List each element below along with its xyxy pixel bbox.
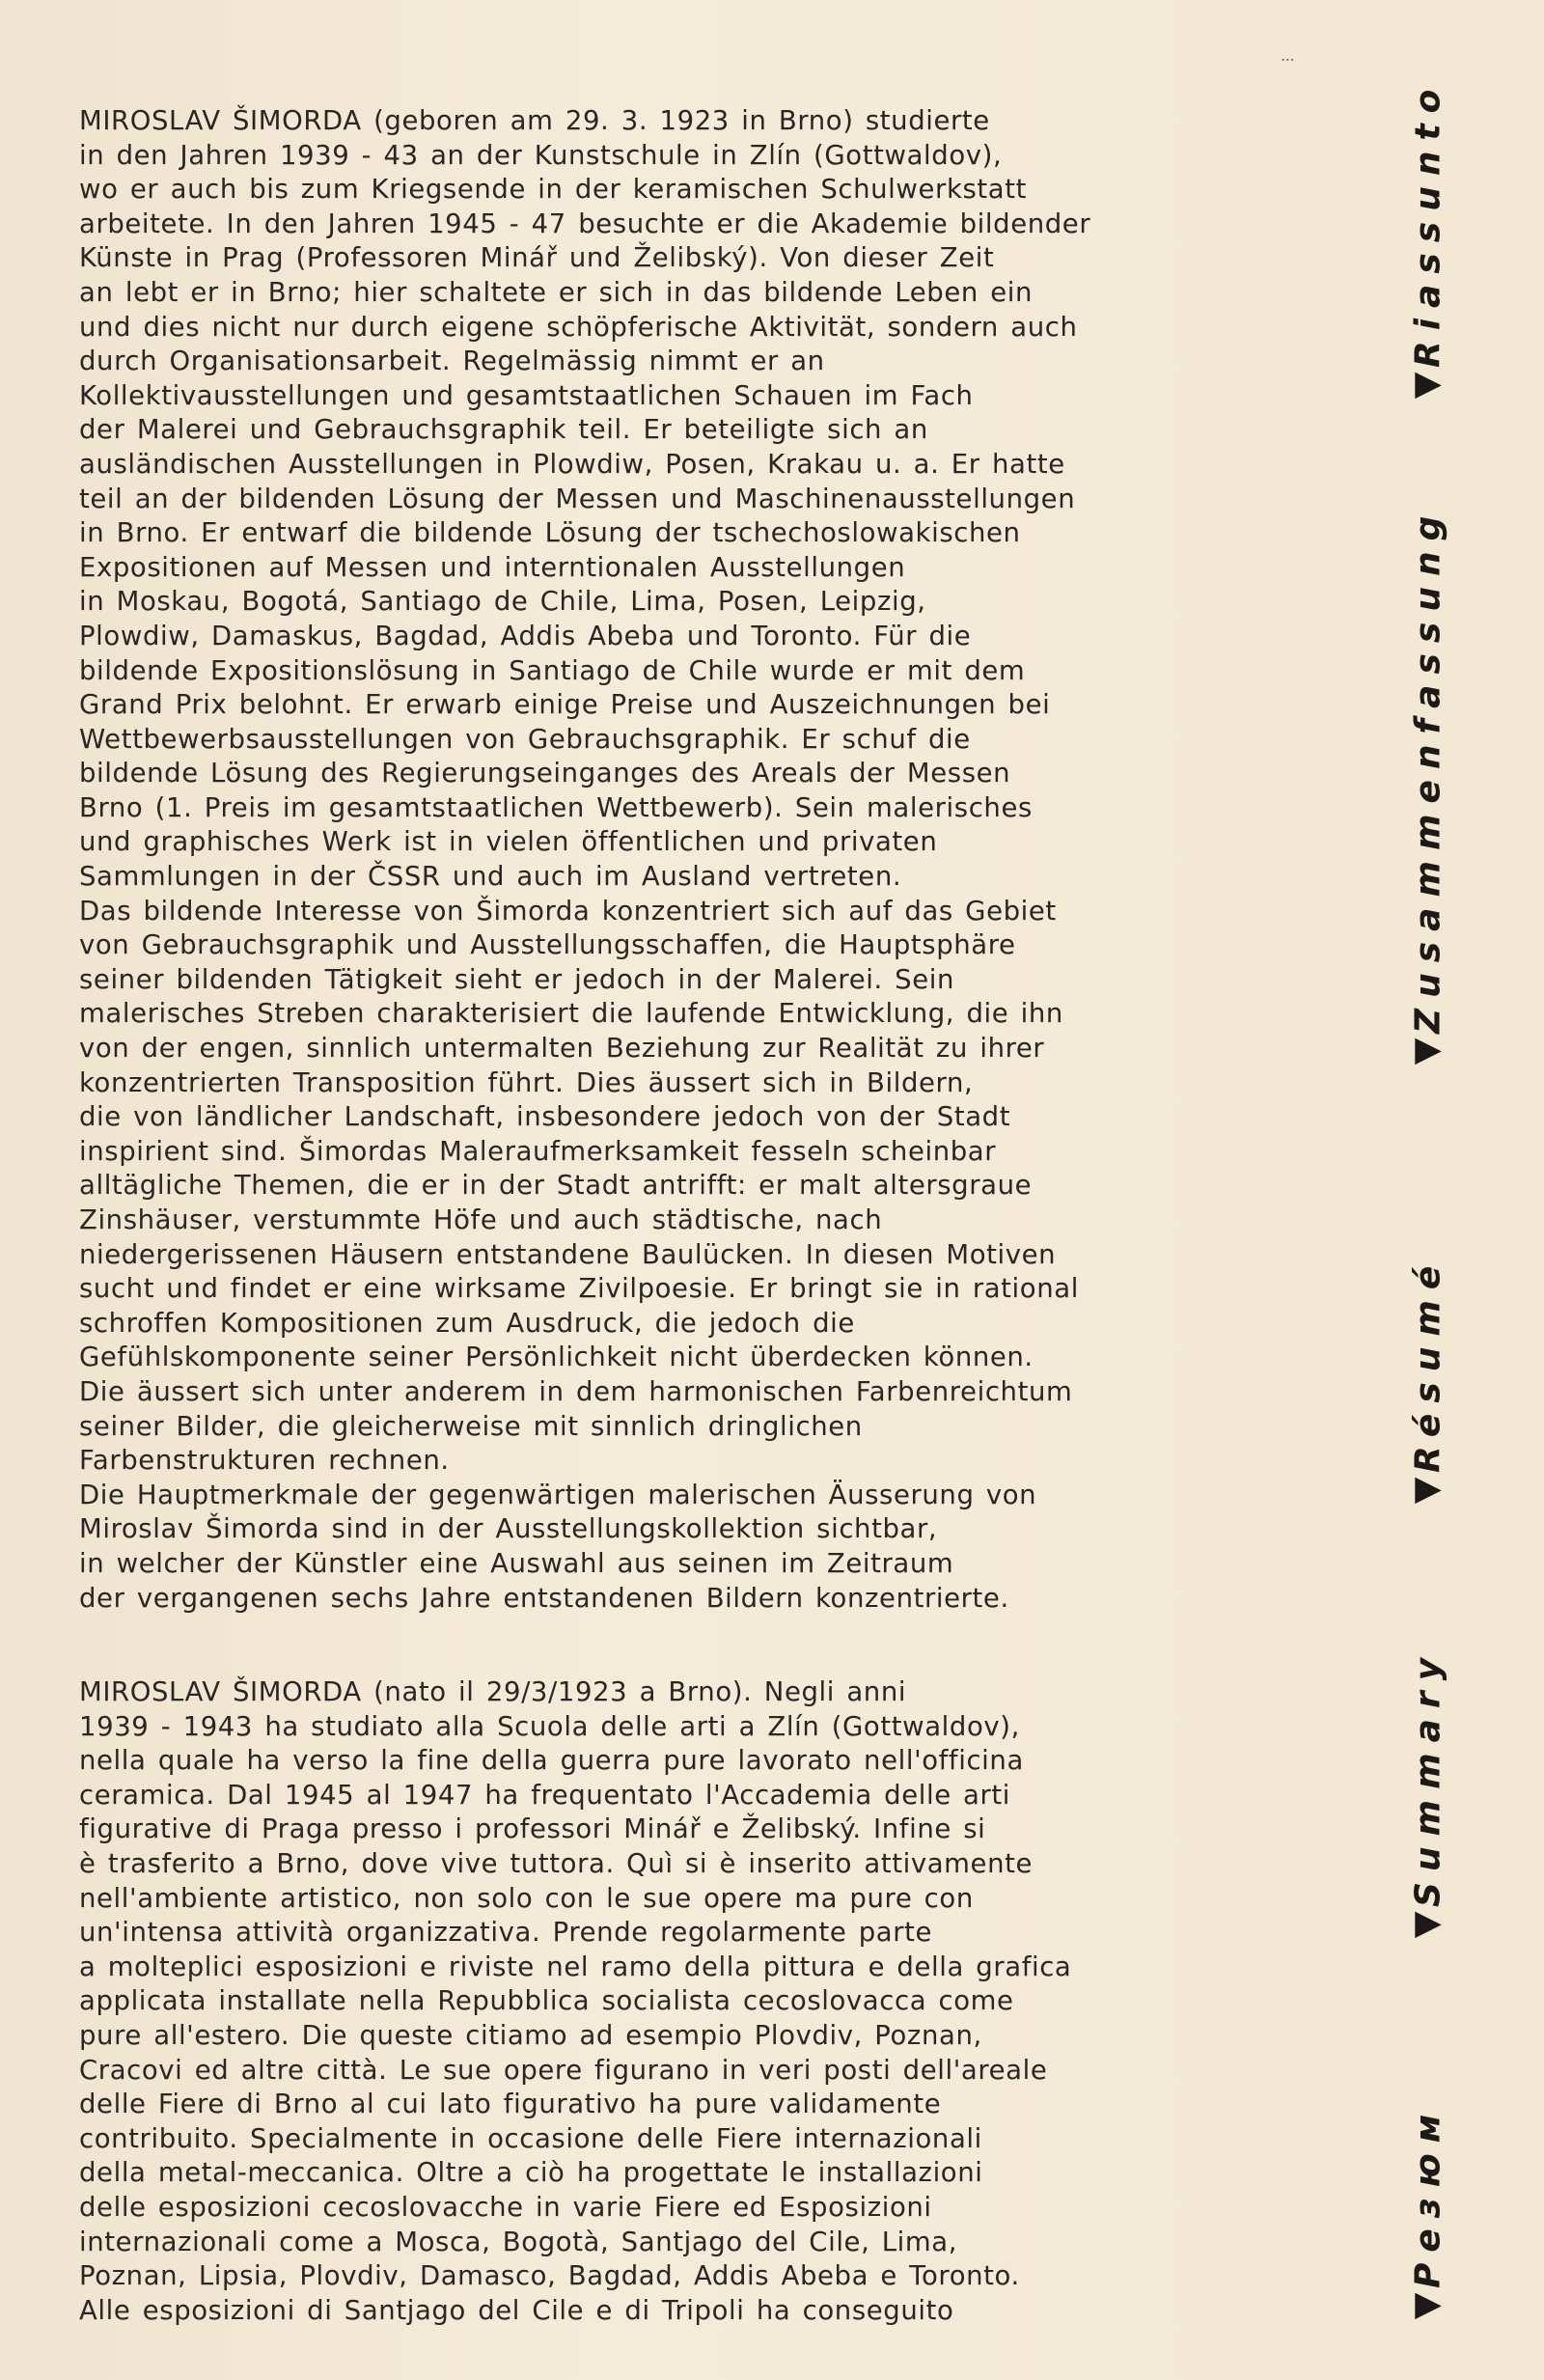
text-line: von Gebrauchsgraphik und Ausstellungsschaffen, die Hauptsphäre bbox=[79, 929, 1016, 961]
italian-summary bbox=[79, 1675, 1218, 2328]
text-line: in Brno. Er entwarf die bildende Lösung der tschechoslowakischen bbox=[79, 517, 1021, 549]
index-riassunto[interactable] bbox=[1390, 78, 1467, 425]
text-line: schroffen Kompositionen zum Ausdruck, die jedoch die bbox=[79, 1307, 855, 1339]
text-line: della metal-meccanica. Oltre a ciò ha progettate le installazioni bbox=[79, 2157, 983, 2189]
index-summary[interactable] bbox=[1390, 1647, 1467, 1964]
text-line: seiner Bilder, die gleicherweise mit sinnlich dringlichen bbox=[79, 1410, 863, 1442]
text-line: Poznan, Lipsia, Plovdiv, Damasco, Bagdad, Addis Abeba e Toronto. bbox=[79, 2260, 1020, 2292]
text-line: von der engen, sinnlich untermalten Beziehung zur Realität zu ihrer bbox=[79, 1033, 1045, 1065]
text-line: konzentrierten Transposition führt. Dies äussert sich in Bildern, bbox=[79, 1066, 974, 1098]
text-line: bildende Lösung des Regierungseinganges des Areals der Messen bbox=[79, 758, 1011, 789]
text-line: in den Jahren 1939 - 43 an der Kunstschule in Zlín (Gottwaldov), bbox=[79, 139, 1003, 171]
text-line: inspirient sind. Šimordas Maleraufmerksamkeit fesseln scheinbar bbox=[79, 1135, 997, 1167]
text-line: Zinshäuser, verstummte Höfe und auch städtische, nach bbox=[79, 1204, 883, 1235]
text-line: Gefühlskomponente seiner Persönlichkeit nicht überdecken können. bbox=[79, 1342, 1034, 1373]
index-label: Summary bbox=[1408, 1647, 1448, 1907]
text-line: und graphisches Werk ist in vielen öffentlichen und privaten bbox=[79, 826, 938, 858]
text-line: Kollektivausstellungen und gesamtstaatlichen Schauen im Fach bbox=[79, 379, 974, 411]
text-line: und dies nicht nur durch eigene schöpferische Aktivität, sondern auch bbox=[79, 311, 1078, 343]
text-line: Das bildende Interesse von Šimorda konzentriert sich auf das Gebiet bbox=[79, 895, 1057, 927]
index-rezyum[interactable] bbox=[1390, 2103, 1467, 2345]
index-zusammenfassung[interactable] bbox=[1390, 505, 1467, 1091]
text-line: nella quale ha verso la fine della guerra pure lavorato nell'officina bbox=[79, 1745, 1024, 1777]
text-line: Miroslav Šimorda sind in der Ausstellungskollektion sichtbar, bbox=[79, 1513, 938, 1545]
text-line: figurative di Praga presso i professori Minář e Želibský. Infine si bbox=[79, 1813, 986, 1845]
index-label: Резюм bbox=[1408, 2103, 1448, 2288]
text-line: contribuito. Specialmente in occasione delle Fiere internazionali bbox=[79, 2122, 982, 2154]
text-line: applicata installate nella Repubblica socialista cecoslovacca come bbox=[79, 1985, 1014, 2017]
text-line: Sammlungen in der ČSSR und auch im Ausland vertreten. bbox=[79, 861, 902, 893]
arrow-left-icon: ◀ bbox=[1408, 1034, 1448, 1073]
text-line: ausländischen Ausstellungen in Plowdiw, Posen, Krakau u. a. Er hatte bbox=[79, 448, 1065, 480]
index-resume[interactable] bbox=[1390, 1250, 1467, 1530]
text-line: Alle esposizioni di Santjago del Cile e di Tripoli ha conseguito bbox=[79, 2294, 954, 2326]
text-line: un'intensa attività organizzativa. Prende regolarmente parte bbox=[79, 1917, 933, 1949]
text-line: delle Fiere di Brno al cui lato figurativo ha pure validamente bbox=[79, 2089, 942, 2120]
text-line: Farbenstrukturen rechnen. bbox=[79, 1445, 450, 1477]
arrow-left-icon: ◀ bbox=[1408, 1473, 1448, 1512]
text-line: Wettbewerbsausstellungen von Gebrauchsgraphik. Er schuf die bbox=[79, 723, 971, 755]
text-line: ceramica. Dal 1945 al 1947 ha frequentato l'Accademia delle arti bbox=[79, 1779, 1011, 1811]
arrow-left-icon: ◀ bbox=[1408, 1907, 1448, 1947]
text-line: pure all'estero. Die queste citiamo ad esempio Plovdiv, Poznan, bbox=[79, 2019, 982, 2051]
text-line: der vergangenen sechs Jahre entstandenen Bildern konzentrierte. bbox=[79, 1582, 1009, 1614]
text-line: durch Organisationsarbeit. Regelmässig nimmt er an bbox=[79, 346, 825, 377]
text-line: MIROSLAV ŠIMORDA (nato il 29/3/1923 a Brno). Negli anni bbox=[79, 1676, 907, 1707]
text-line: in welcher der Künstler eine Auswahl aus seinen im Zeitraum bbox=[79, 1547, 954, 1579]
text-line: Die äussert sich unter anderem in dem harmonischen Farbenreichtum bbox=[79, 1375, 1073, 1407]
index-label: Zusammenfassung bbox=[1408, 505, 1448, 1034]
index-label: Riassunto bbox=[1408, 78, 1448, 368]
text-line: seiner bildenden Tätigkeit sieht er jedoch in der Malerei. Sein bbox=[79, 963, 955, 995]
text-line: die von ländlicher Landschaft, insbesondere jedoch von der Stadt bbox=[79, 1101, 1011, 1133]
text-line: 1939 - 1943 ha studiato alla Scuola delle arti a Zlín (Gottwaldov), bbox=[79, 1710, 1020, 1742]
text-line: alltägliche Themen, die er in der Stadt antrifft: er malt altersgraue bbox=[79, 1170, 1033, 1202]
text-line: Plowdiw, Damaskus, Bagdad, Addis Abeba und Toronto. Für die bbox=[79, 620, 972, 651]
text-line: internazionali come a Mosca, Bogotà, Santjago del Cile, Lima, bbox=[79, 2226, 958, 2257]
text-line: wo er auch bis zum Kriegsende in der keramischen Schulwerkstatt bbox=[79, 174, 1027, 206]
german-summary bbox=[79, 104, 1218, 1616]
text-line: bildende Expositionslösung in Santiago de Chile wurde er mit dem bbox=[79, 654, 1026, 686]
text-line: è trasferito a Brno, dove vive tuttora. Quì si è inserito attivamente bbox=[79, 1847, 1034, 1879]
text-line: an lebt er in Brno; hier schaltete er sich in das bildende Leben ein bbox=[79, 276, 1033, 308]
text-line: sucht und findet er eine wirksame Zivilpoesie. Er bringt sie in rational bbox=[79, 1273, 1079, 1305]
text-line: MIROSLAV ŠIMORDA (geboren am 29. 3. 1923 in Brno) studierte bbox=[79, 105, 990, 136]
arrow-left-icon: ◀ bbox=[1408, 2288, 1448, 2328]
text-line: malerisches Streben charakterisiert die laufende Entwicklung, die ihn bbox=[79, 998, 1063, 1030]
text-line: Expositionen auf Messen und interntionalen Ausstellungen bbox=[79, 551, 906, 583]
text-line: Die Hauptmerkmale der gegenwärtigen malerischen Äusserung von bbox=[79, 1479, 1037, 1510]
text-line: Brno (1. Preis im gesamtstaatlichen Wettbewerb). Sein malerisches bbox=[79, 791, 1033, 823]
margin-dots: ⋮ bbox=[1280, 53, 1295, 67]
text-line: nell'ambiente artistico, non solo con le sue opere ma pure con bbox=[79, 1882, 974, 1914]
index-label: Résumé bbox=[1408, 1255, 1448, 1473]
text-line: der Malerei und Gebrauchsgraphik teil. Er beteiligte sich an bbox=[79, 414, 928, 446]
text-line: delle esposizioni cecoslovacche in varie Fiere ed Esposizioni bbox=[79, 2191, 932, 2223]
text-line: Cracovi ed altre città. Le sue opere figurano in veri posti dell'areale bbox=[79, 2054, 1048, 2086]
text-line: a molteplici esposizioni e riviste nel ramo della pittura e della grafica bbox=[79, 1951, 1072, 1982]
arrow-left-icon: ◀ bbox=[1408, 368, 1448, 407]
text-line: niedergerissenen Häusern entstandene Baulücken. In diesen Motiven bbox=[79, 1238, 1057, 1270]
text-line: in Moskau, Bogotá, Santiago de Chile, Lima, Posen, Leipzig, bbox=[79, 586, 926, 618]
text-line: Künste in Prag (Professoren Minář und Želibský). Von dieser Zeit bbox=[79, 242, 995, 274]
text-line: Grand Prix belohnt. Er erwarb einige Preise und Auszeichnungen bei bbox=[79, 689, 1051, 721]
text-line: teil an der bildenden Lösung der Messen und Maschinenausstellungen bbox=[79, 483, 1076, 514]
text-line: arbeitete. In den Jahren 1945 - 47 besuchte er die Akademie bildender bbox=[79, 208, 1091, 239]
